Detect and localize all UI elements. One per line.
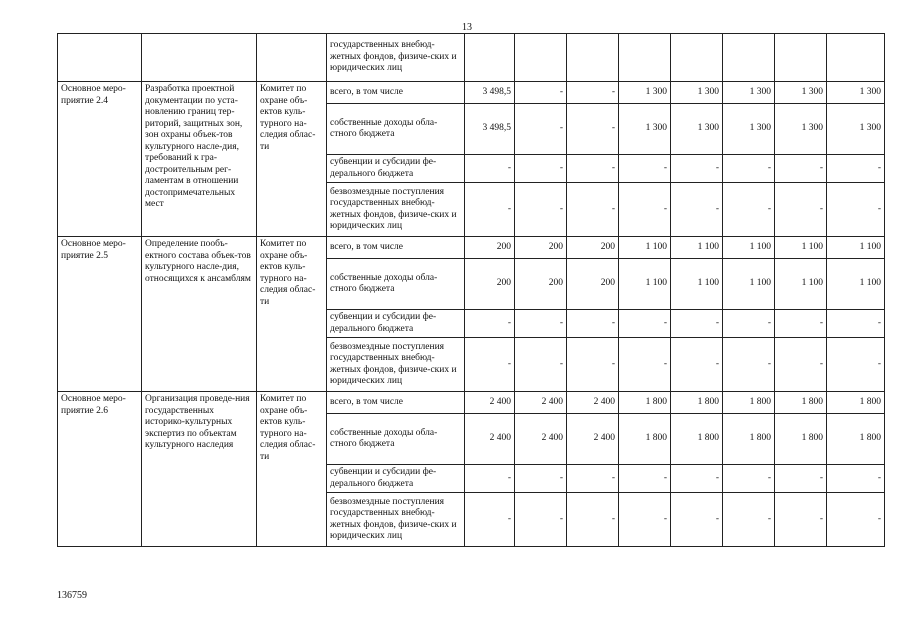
funding-source-cell: безвозмездные поступления государственных внебюд-жетных фондов, физиче-ских и юридических лиц	[327, 493, 465, 547]
value-cell: -	[827, 493, 885, 547]
value-cell: 1 100	[671, 237, 723, 259]
value-cell: 1 100	[827, 237, 885, 259]
funding-source-cell: субвенции и субсидии фе-дерального бюджета	[327, 465, 465, 493]
value-cell: -	[775, 338, 827, 392]
funding-source-cell: безвозмездные поступления государственных внебюд-жетных фондов, физиче-ских и юридических лиц	[327, 183, 465, 237]
value-cell: 1 300	[619, 104, 671, 155]
value-cell: -	[723, 183, 775, 237]
value-cell	[775, 34, 827, 82]
table-row	[58, 237, 885, 259]
funding-source-cell: собственные доходы обла-стного бюджета	[327, 259, 465, 310]
value-cell	[723, 34, 775, 82]
value-cell: -	[515, 493, 567, 547]
value-cell: -	[775, 465, 827, 493]
value-cell	[567, 34, 619, 82]
funding-source-cell: всего, в том числе	[327, 237, 465, 259]
value-cell: -	[465, 465, 515, 493]
value-cell: 1 800	[775, 392, 827, 414]
empty-cell	[142, 34, 257, 82]
value-cell	[515, 34, 567, 82]
value-cell: 1 100	[619, 259, 671, 310]
value-cell: -	[567, 82, 619, 104]
value-cell	[827, 34, 885, 82]
value-cell	[671, 34, 723, 82]
value-cell: -	[827, 338, 885, 392]
value-cell	[465, 34, 515, 82]
value-cell: -	[671, 183, 723, 237]
value-cell: 200	[515, 237, 567, 259]
value-cell: 1 800	[671, 414, 723, 465]
value-cell: -	[827, 465, 885, 493]
funding-source-cell: субвенции и субсидии фе-дерального бюджета	[327, 155, 465, 183]
value-cell: 1 100	[671, 259, 723, 310]
value-cell: 1 300	[671, 82, 723, 104]
value-cell: -	[619, 155, 671, 183]
measure-name-cell: Определение пообъ-ектного состава объек-тов культурного насле-дия, относящихся к ансамблям	[142, 237, 257, 392]
executor-cell: Комитет по охране объ-ектов куль-турного на-следия облас-ти	[257, 392, 327, 547]
value-cell: 1 800	[775, 414, 827, 465]
value-cell: -	[723, 338, 775, 392]
value-cell: -	[515, 104, 567, 155]
value-cell: -	[723, 493, 775, 547]
budget-table	[57, 33, 885, 547]
value-cell: -	[671, 493, 723, 547]
value-cell: 2 400	[465, 392, 515, 414]
value-cell: 1 300	[619, 82, 671, 104]
value-cell: -	[671, 155, 723, 183]
value-cell: 1 300	[827, 82, 885, 104]
measure-name-cell: Организация проведе-ния государственных историко-культурных экспертиз по объектам культурного наследия	[142, 392, 257, 547]
value-cell: -	[671, 338, 723, 392]
value-cell: 1 300	[723, 82, 775, 104]
empty-cell	[58, 34, 142, 82]
value-cell: -	[723, 155, 775, 183]
value-cell: -	[619, 310, 671, 338]
value-cell: 200	[465, 237, 515, 259]
value-cell: -	[515, 82, 567, 104]
value-cell: 1 100	[723, 259, 775, 310]
funding-source-cell: субвенции и субсидии фе-дерального бюджета	[327, 310, 465, 338]
value-cell: -	[515, 465, 567, 493]
table-row	[58, 392, 885, 414]
value-cell: 1 800	[827, 392, 885, 414]
funding-source-cell: собственные доходы обла-стного бюджета	[327, 414, 465, 465]
value-cell: -	[671, 310, 723, 338]
value-cell: 1 800	[619, 414, 671, 465]
funding-source-cell: всего, в том числе	[327, 82, 465, 104]
funding-source-cell: всего, в том числе	[327, 392, 465, 414]
value-cell: -	[465, 155, 515, 183]
value-cell: 200	[465, 259, 515, 310]
value-cell: -	[515, 155, 567, 183]
value-cell: 1 100	[775, 259, 827, 310]
value-cell: -	[567, 104, 619, 155]
value-cell: -	[775, 155, 827, 183]
value-cell	[619, 34, 671, 82]
value-cell: -	[465, 493, 515, 547]
value-cell: 200	[515, 259, 567, 310]
measure-code-cell: Основное меро-приятие 2.4	[58, 82, 142, 237]
value-cell: 2 400	[567, 414, 619, 465]
value-cell: 2 400	[515, 392, 567, 414]
value-cell: 2 400	[465, 414, 515, 465]
value-cell: -	[775, 493, 827, 547]
value-cell: 1 300	[723, 104, 775, 155]
value-cell: -	[465, 183, 515, 237]
value-cell: -	[619, 338, 671, 392]
table-row	[58, 34, 885, 82]
value-cell: -	[567, 493, 619, 547]
value-cell: -	[671, 465, 723, 493]
value-cell: 200	[567, 237, 619, 259]
value-cell: -	[515, 183, 567, 237]
value-cell: -	[515, 310, 567, 338]
value-cell: -	[567, 183, 619, 237]
value-cell: 2 400	[567, 392, 619, 414]
value-cell: 3 498,5	[465, 104, 515, 155]
value-cell: -	[619, 493, 671, 547]
executor-cell: Комитет по охране объ-ектов куль-турного на-следия облас-ти	[257, 82, 327, 237]
empty-cell	[257, 34, 327, 82]
value-cell: -	[567, 310, 619, 338]
value-cell: 1 300	[775, 104, 827, 155]
value-cell: 1 100	[827, 259, 885, 310]
value-cell: 1 800	[671, 392, 723, 414]
executor-cell: Комитет по охране объ-ектов куль-турного на-следия облас-ти	[257, 237, 327, 392]
measure-name-cell: Разработка проектной документации по уста-новлению границ тер-риторий, защитных зон, зон охраны объек-тов культурного насле-дия, требований к гра-достроительным рег-ламентам в отношении достопримечательных мест	[142, 82, 257, 237]
value-cell: -	[775, 183, 827, 237]
value-cell: 1 800	[827, 414, 885, 465]
value-cell: -	[827, 183, 885, 237]
funding-source-cell: собственные доходы обла-стного бюджета	[327, 104, 465, 155]
value-cell: -	[723, 465, 775, 493]
value-cell: 1 100	[723, 237, 775, 259]
funding-source-cell: безвозмездные поступления государственных внебюд-жетных фондов, физиче-ских и юридических лиц	[327, 338, 465, 392]
value-cell: -	[567, 155, 619, 183]
value-cell: -	[723, 310, 775, 338]
value-cell: 1 100	[775, 237, 827, 259]
value-cell: -	[775, 310, 827, 338]
value-cell: 1 100	[619, 237, 671, 259]
value-cell: -	[567, 338, 619, 392]
value-cell: 1 300	[827, 104, 885, 155]
value-cell: -	[827, 310, 885, 338]
value-cell: -	[619, 183, 671, 237]
measure-code-cell: Основное меро-приятие 2.6	[58, 392, 142, 547]
value-cell: 3 498,5	[465, 82, 515, 104]
value-cell: 1 800	[723, 392, 775, 414]
value-cell: 1 800	[723, 414, 775, 465]
value-cell: 2 400	[515, 414, 567, 465]
value-cell: -	[567, 465, 619, 493]
value-cell: 1 300	[671, 104, 723, 155]
value-cell: -	[827, 155, 885, 183]
page-number: 13	[462, 22, 472, 33]
value-cell: 1 300	[775, 82, 827, 104]
value-cell: -	[515, 338, 567, 392]
value-cell: 1 800	[619, 392, 671, 414]
value-cell: -	[465, 310, 515, 338]
value-cell: 200	[567, 259, 619, 310]
value-cell: -	[465, 338, 515, 392]
measure-code-cell: Основное меро-приятие 2.5	[58, 237, 142, 392]
value-cell: -	[619, 465, 671, 493]
document-number: 136759	[57, 590, 87, 601]
funding-source-cell: государственных внебюд-жетных фондов, физиче-ских и юридических лиц	[327, 34, 465, 82]
table-row	[58, 82, 885, 104]
